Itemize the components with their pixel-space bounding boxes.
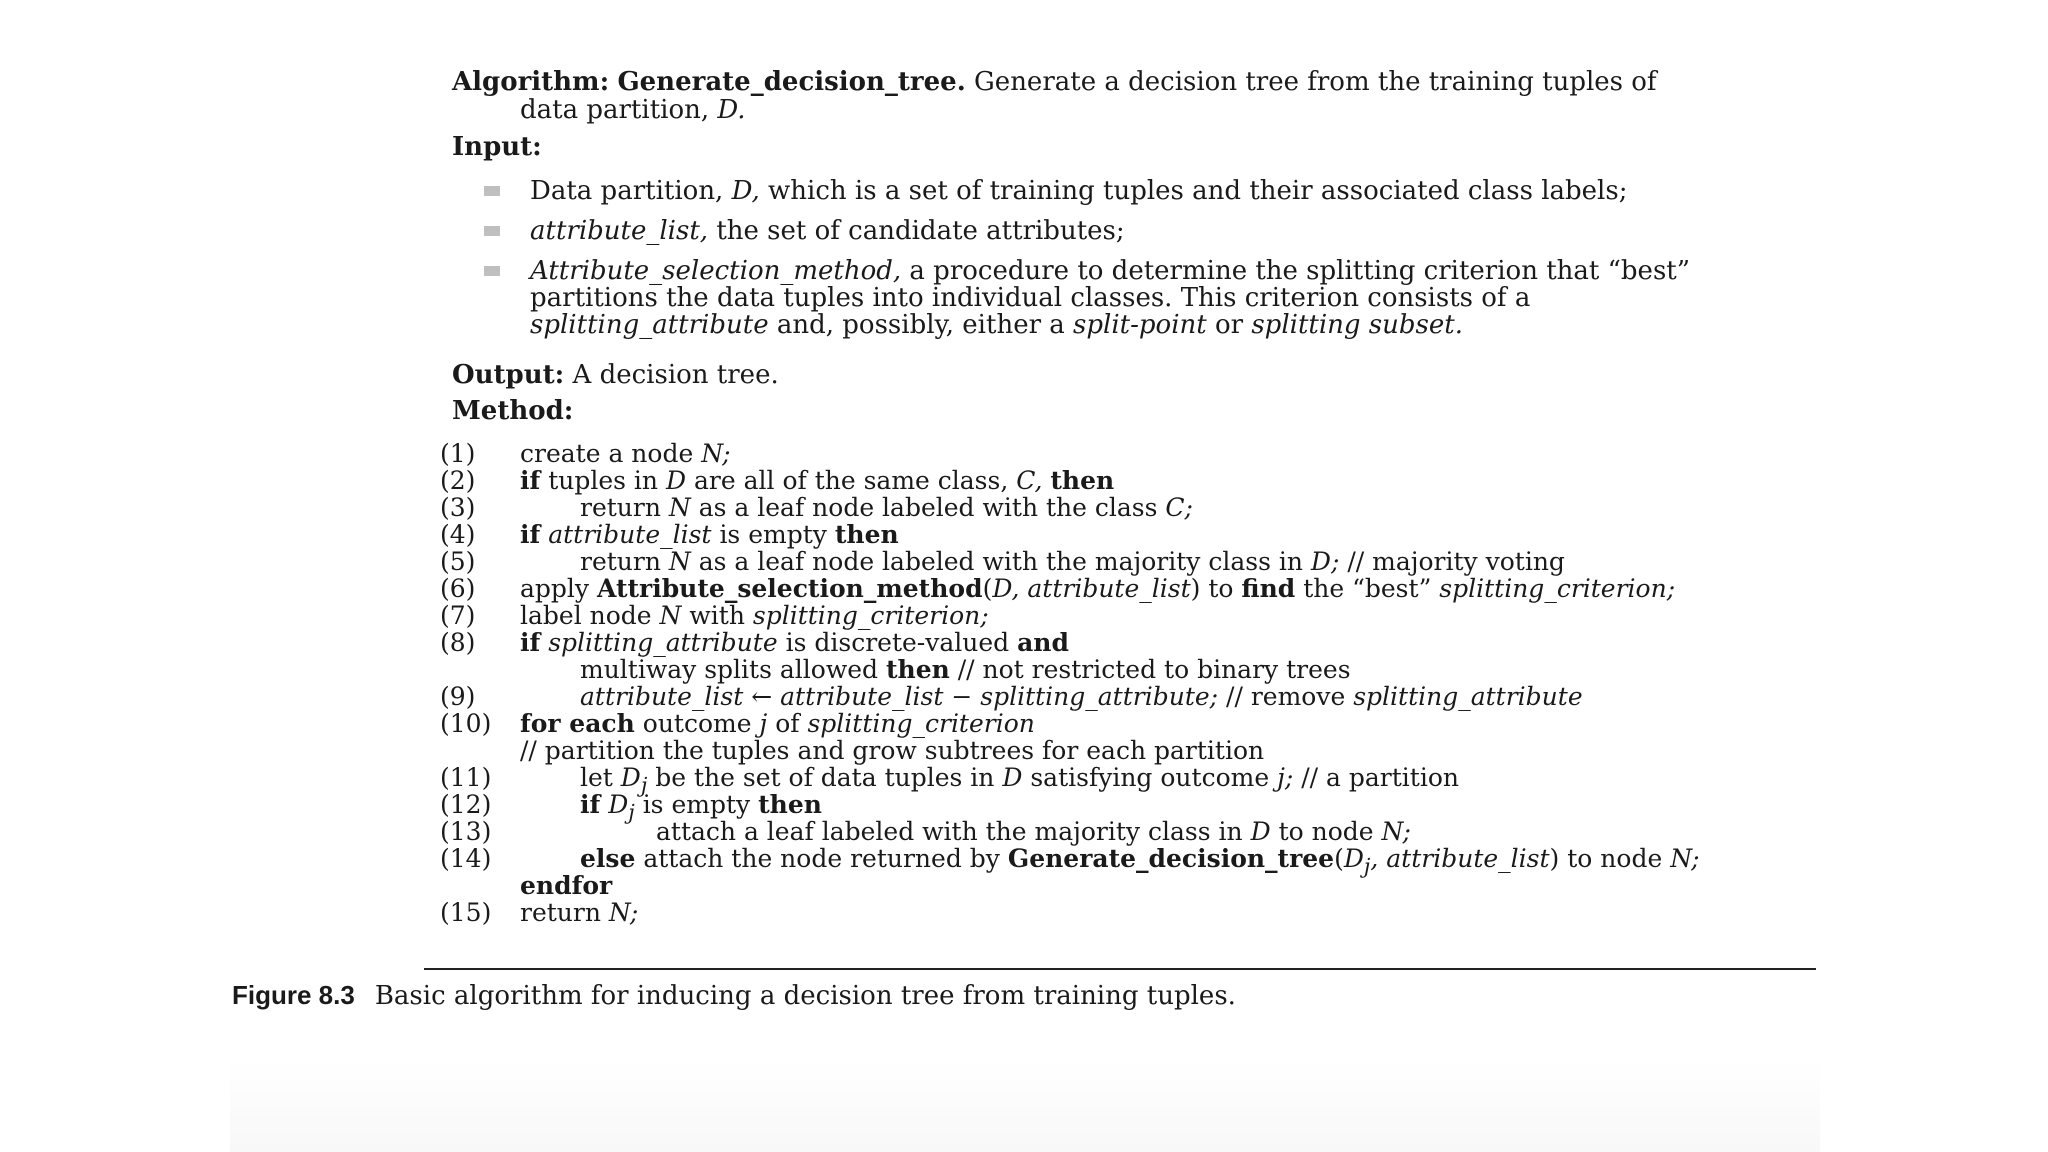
- caption-divider: [424, 968, 1816, 970]
- bullet-square-icon: [484, 186, 500, 196]
- algorithm-header: [452, 68, 1752, 124]
- output-line: Output: A decision tree.: [452, 360, 779, 390]
- algorithm-label: Algorithm:: [452, 67, 610, 97]
- figure-number: Figure 8.3: [232, 980, 355, 1010]
- input-label: Input:: [452, 132, 542, 162]
- method-label: Method:: [452, 396, 574, 426]
- document-page: Algorithm: Generate_decision_tree. Generate a decision tree from the training tuples of data partition, D. Input: Data partition, D, which is a set of training tuples and their associated class labels; attribute_list, the set of candidate attributes; Attribute_selection_method, a procedure to determine the splitting criterion that “best” partitions the data tuples into individual classes. This criterion consists of a splitting_attribute and, possibly, either a split-point or splitting subset. Output: A decision tree. Method: (1) create a node N; (2) if tuples in D are all of the same class, C, then (3) return N as a leaf node labeled with the class C; (4) if attribute_list is empty then (5) return N as a leaf node labeled with the majority class in D; // majority voting (6) apply Attribute_selection_method(D, attribute_list) to find the “best” splitting_criterion; (7) label node N with splitting_criterion; (8) if splitting_attribute is discrete-valued and multiway splits allowed then // not restricted to binary trees (9) attribute_list ← attribute_list − splitting_attribute; // remove splitting_attribute (10) for each outcome j of splitting_criterion // partition the tuples and grow subtrees for each partition (11) let $D_j$ be the set of data tuples in D satisfying outcome j; // a partition (12) if $D_j$ is empty then (13) attach a leaf labeled with the majority class in D to node N; (14) else attach the node returned by $Generate\_decision\_tree(D_j$, attribute_list) to node N; endfor (15) return N; Figure 8.3 Basic algorithm for inducing a decision tree from training tuples.: [0, 0, 2048, 1152]
- bullet-square-icon: [484, 266, 500, 276]
- algorithm-description: Generate a decision tree from the training tuples of: [974, 67, 1657, 97]
- page-shadow: [230, 1060, 1820, 1152]
- caption-text: Basic algorithm for inducing a decision tree from training tuples.: [374, 981, 1236, 1011]
- bullet-square-icon: [484, 226, 500, 236]
- algorithm-name: Generate_decision_tree.: [617, 67, 966, 97]
- figure-caption: [232, 980, 1236, 1011]
- algorithm-description-line2: data partition, D.: [520, 95, 746, 125]
